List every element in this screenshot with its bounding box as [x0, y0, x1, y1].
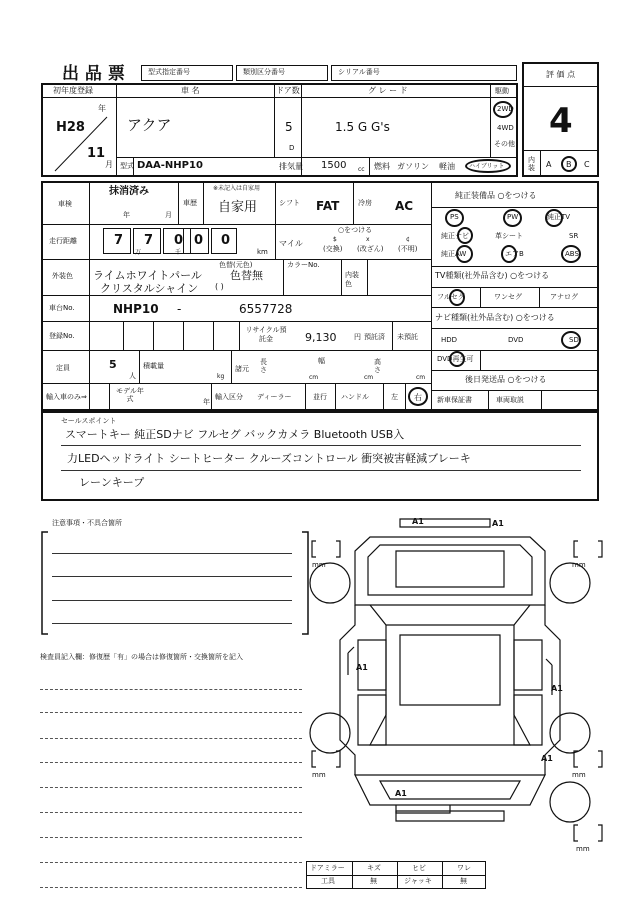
later-manual: 車両取説: [496, 396, 524, 404]
wheel-rear-left: [310, 713, 350, 753]
legend-tools-value: 無: [370, 877, 377, 885]
inspection-month-suffix: 月: [165, 211, 172, 219]
handle-label: ハンドル: [341, 393, 369, 401]
inspection-label: 車検: [58, 200, 72, 208]
sales-points-label: セールスポイント: [61, 417, 117, 425]
dims-width-cm: cm: [364, 374, 374, 381]
inspection-status: 抹消済み: [109, 186, 149, 197]
doors-value: 5: [285, 120, 293, 134]
dims-length-cm: cm: [309, 374, 319, 381]
legend-jack: ジャッキ: [404, 877, 432, 885]
form-title: 出 品 票: [62, 64, 125, 84]
sales-points-line1: スマートキー 純正SDナビ フルセグ バックカメラ Bluetooth USB入: [65, 428, 405, 441]
capacity-label: 定員: [56, 364, 70, 372]
interior-grade-c: C: [584, 160, 590, 169]
equip-ps: PS: [450, 213, 459, 221]
interior-grade-a: A: [546, 160, 552, 169]
detail-table: [41, 181, 599, 411]
dims-width: 幅: [318, 357, 325, 365]
dims-label: 諸元: [235, 365, 249, 373]
color-label: 外装色: [52, 272, 73, 280]
drive-2wd-circle: [493, 101, 513, 118]
class-label: 類別区分番号: [243, 68, 285, 76]
first-reg-era-year: H28: [56, 120, 85, 135]
mileage-label: 走行距離: [49, 237, 77, 245]
caution-label: 注意事項・不具合箇所: [52, 519, 122, 527]
dvd-play: DVD再生可: [437, 355, 474, 363]
mileage-sen: 千: [175, 249, 182, 256]
equip-aw: 純正AW: [441, 250, 467, 258]
chassis-prefix: NHP10: [113, 302, 159, 316]
tv-fullseg-circle: [449, 289, 465, 306]
mileage-mark-exchange: $: [333, 236, 337, 243]
later-title: 後日発送品 ○をつける: [465, 375, 547, 384]
fuel-hybrid: ハイブリット: [469, 163, 505, 170]
fuel-hybrid-circle: [465, 159, 511, 173]
grade-label: グ レ ー ド: [368, 86, 408, 95]
mileage-digit-3: 0: [174, 233, 184, 248]
drive-2wd: 2WD: [497, 105, 514, 113]
wheel-front-left: [310, 563, 350, 603]
car-damage-diagram: [300, 505, 610, 845]
legend-jack-value: 無: [460, 877, 467, 885]
handle-right: 右: [414, 393, 422, 402]
equip-navi: 純正ナビ: [441, 232, 469, 240]
history-note: ※未記入は自家用: [213, 185, 261, 192]
recycle-deposited: 預託済: [364, 333, 385, 341]
legend-break: ワレ: [457, 864, 471, 872]
color-original-label: 色替(元色): [219, 261, 253, 269]
interior-label: 内装: [528, 156, 535, 172]
mileage-exchange: (交換): [323, 245, 343, 253]
equip-ps-circle: [445, 209, 464, 227]
ac-value: AC: [395, 199, 414, 213]
dims-height-cm: cm: [416, 374, 426, 381]
shift-value: FAT: [316, 199, 340, 213]
equip-pw-circle: [503, 209, 522, 227]
mileage-digit-1: 7: [114, 233, 124, 248]
history-label: 車歴: [183, 199, 197, 207]
drive-other: その他: [494, 140, 515, 148]
model-type-label: 型式: [120, 162, 134, 170]
nav-dvd: DVD: [508, 336, 524, 344]
color-name-line2: クリスタルシャイン: [100, 282, 199, 295]
nav-sd-circle: [561, 331, 581, 349]
mileage-digit-4: 0: [194, 233, 204, 248]
import-parallel: 並行: [313, 393, 327, 401]
car-name-label: 車 名: [181, 86, 200, 95]
equip-airbag: エアB: [505, 250, 524, 258]
drive-4wd: 4WD: [497, 124, 514, 132]
displacement-label: 排気量: [279, 162, 303, 171]
sales-points-line2: 力LEDヘッドライト シートヒーター クルーズコントロール 衝突被害軽減ブレーキ: [67, 452, 471, 465]
registration-label: 登録No.: [49, 332, 75, 340]
equip-tv-circle: [545, 209, 563, 227]
tv-title: TV種類(社外品含む) ○をつける: [435, 271, 550, 280]
drive-label: 駆動: [495, 87, 509, 95]
inspection-year-suffix: 年: [123, 211, 130, 219]
mm-label-fr: mm: [572, 561, 586, 569]
color-original: 色替無: [230, 269, 263, 282]
legend-mirror: ドアミラー: [310, 864, 345, 872]
fuel-diesel: 軽油: [439, 162, 455, 171]
chassis-dash: -: [177, 302, 182, 316]
first-reg-label: 初年度登録: [53, 86, 93, 95]
mm-label-rl: mm: [312, 771, 326, 779]
year-suffix: 年: [98, 104, 106, 113]
recycle-not-deposited: 未預託: [397, 333, 418, 341]
wheel-front-right: [550, 563, 590, 603]
later-warranty: 新車保証書: [437, 396, 472, 404]
chassis-label: 車台No.: [49, 304, 75, 312]
doors-label: ドア数: [276, 86, 300, 95]
first-reg-month: 11: [87, 146, 106, 161]
first-reg-slash: [49, 113, 113, 173]
damage-mark-front: A1: [412, 517, 424, 526]
model-type: DAA-NHP10: [137, 160, 203, 171]
displacement: 1500: [321, 160, 347, 171]
import-label: 輸入車のみ⇒: [46, 393, 87, 401]
mileage-mark-altered: x: [366, 236, 370, 243]
nav-title: ナビ種類(社外品含む) ○をつける: [435, 313, 555, 322]
recycle-amount: 9,130: [305, 331, 337, 344]
month-suffix: 月: [105, 160, 113, 169]
model-year-suffix: 年: [203, 398, 210, 406]
mileage-unknown: (不明): [398, 245, 418, 253]
grade-score-box: [522, 62, 599, 177]
fuel-gasoline: ガソリン: [397, 162, 429, 171]
model-cert-label: 型式指定番号: [148, 68, 190, 76]
shift-label: シフト: [279, 199, 300, 207]
damage-mark-left: A1: [356, 663, 368, 672]
mileage-circle-note: ○をつける: [338, 226, 373, 234]
door-suffix: D: [289, 144, 295, 152]
class-box: [236, 65, 328, 81]
recycle-label: リサイクル預託金: [245, 326, 287, 343]
mm-label-spare: mm: [576, 845, 590, 853]
equipment-title: 純正装備品 ○をつける: [455, 191, 537, 200]
mileage-mile: マイル: [279, 239, 303, 248]
load-kg: kg: [217, 373, 225, 380]
serial-box: [331, 65, 517, 81]
interior-grade-circle: [561, 156, 577, 172]
color-no-label: カラーNo.: [287, 261, 320, 269]
grade-box-label: 評 価 点: [546, 70, 576, 79]
load-label: 積載量: [143, 362, 164, 370]
handle-left: 左: [391, 393, 398, 401]
equip-aw-circle: [456, 245, 473, 263]
damage-mark-rear: A1: [395, 789, 407, 798]
inspector-label: 検査員記入欄：修復歴「有」の場合は修復箇所・交換箇所を記入: [40, 653, 243, 661]
equip-abs: ABS: [565, 250, 579, 258]
equip-leather: 革シート: [495, 232, 523, 240]
import-class-label: 輸入区分: [215, 393, 243, 401]
car-name: アクア: [127, 116, 172, 134]
color-paren: ( ): [215, 282, 224, 291]
tv-oneseg: ワンセグ: [494, 293, 522, 301]
interior-grade-b: B: [566, 160, 572, 169]
capacity-value: 5: [109, 358, 117, 371]
vehicle-basic-box: [41, 83, 518, 177]
tv-analog: アナログ: [550, 293, 578, 301]
color-name-line1: ライムホワイトパール: [93, 269, 202, 282]
legend-scratch: キズ: [367, 864, 381, 872]
dims-length: 長さ: [260, 358, 267, 374]
wheel-rear-right: [550, 713, 590, 753]
import-dealer: ディーラー: [257, 393, 292, 401]
displacement-unit: cc: [358, 166, 365, 173]
legend-tools: 工具: [321, 877, 335, 885]
chassis-number: 6557728: [239, 302, 293, 316]
equip-navi-circle: [457, 227, 473, 244]
equip-sr: SR: [569, 232, 579, 240]
mileage-man: 万: [135, 249, 142, 256]
model-year-label: モデル年式: [116, 387, 144, 403]
sales-points-line3: レーンキープ: [79, 476, 145, 489]
dvd-play-circle: [449, 351, 465, 367]
equip-abs-circle: [561, 245, 581, 263]
grade-score: 4: [549, 101, 573, 141]
model-cert-box: [141, 65, 233, 81]
nav-sd: SD: [569, 336, 579, 344]
legend-crack: ヒビ: [412, 864, 426, 872]
damage-mark-right: A1: [551, 684, 563, 693]
mileage-altered: (改ざん): [357, 245, 384, 253]
handle-right-circle: [408, 387, 428, 406]
mileage-digit-2: 7: [144, 233, 154, 248]
tv-fullseg: フルセグ: [437, 293, 465, 301]
equip-tv: 純正TV: [547, 213, 571, 221]
mileage-mark-unknown: ¢: [406, 236, 410, 243]
damage-mark-rear-right: A1: [541, 754, 553, 763]
mm-label-rr: mm: [572, 771, 586, 779]
sales-points-box: [41, 411, 599, 501]
grade-value: 1.5 G G's: [335, 120, 390, 134]
fuel-label: 燃料: [374, 162, 390, 171]
mm-label-fl: mm: [312, 561, 326, 569]
history-value: 自家用: [218, 200, 258, 215]
capacity-unit: 人: [129, 372, 136, 380]
mileage-digit-5: 0: [221, 233, 231, 248]
equip-airbag-circle: [501, 245, 517, 263]
ac-label: 冷房: [358, 199, 372, 207]
spare-wheel: [550, 782, 590, 822]
legend-table: [306, 861, 486, 889]
damage-mark-front-2: A1: [492, 519, 504, 528]
mileage-km: km: [257, 248, 268, 256]
dims-height: 高さ: [374, 358, 381, 374]
recycle-suffix: 円: [354, 333, 361, 341]
equip-pw: PW: [507, 213, 519, 221]
serial-label: シリアル番号: [338, 68, 380, 76]
nav-hdd: HDD: [441, 336, 458, 344]
interior-color-label: 内装色: [345, 271, 359, 288]
